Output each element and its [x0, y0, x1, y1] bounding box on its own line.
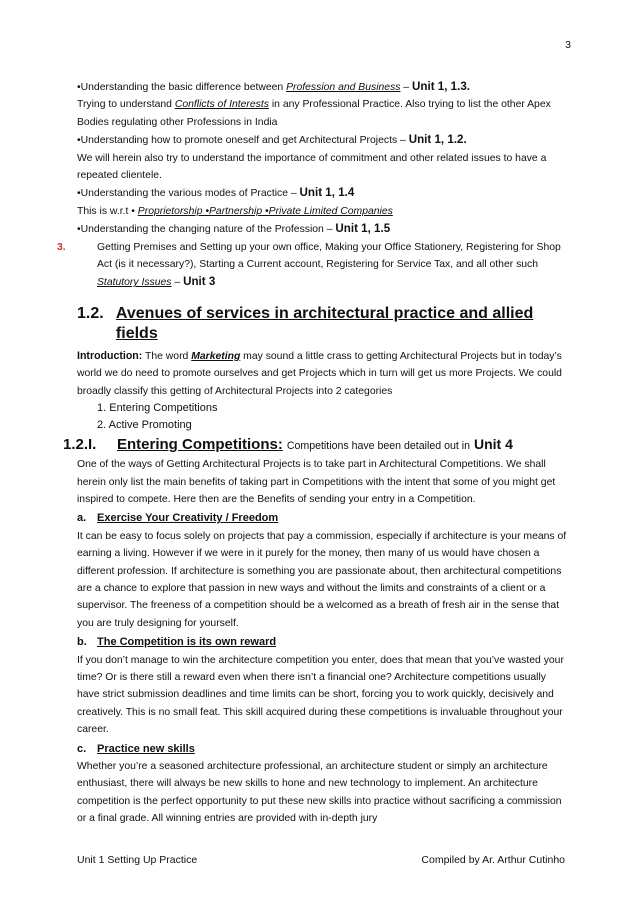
intro-paragraph: Introduction: The word Marketing may sound a little crass to getting Architectural Projects but in today’s world we do need to promote ourselves and get Projects which in turn will get us more Projects. We could broadly classify this getting of Architectural Projects into 2 categories: [77, 349, 562, 397]
objective-line: •Understanding the basic difference between Profession and Business – Unit 1, 1.3.: [77, 80, 471, 93]
subheading-b: b. The Competition is its own reward: [77, 636, 277, 649]
objective-note: We will herein also try to understand the importance of commitment and other related issues to have a repeated clientele.: [77, 152, 547, 182]
subheading-a: a. Exercise Your Creativity / Freedom: [77, 512, 279, 525]
objective-line: •Understanding the various modes of Practice – Unit 1, 1.4: [77, 186, 355, 200]
objective-note: Trying to understand Conflicts of Interests in any Professional Practice. Also trying to list the other Apex Bodies regulating other Professions in India: [77, 99, 551, 128]
paragraph-b: If you don’t manage to win the architecture competition you enter, does that mean that you’ve wasted your time? Or is there still a reward even when there isn’t a financial one? Architecture competitions usually have strict submission deadlines and time limits can be short, forcing you to work quickly, decisively and creatively. This is no small feat. This skill acquired during these competitions is invaluable throughout your career.: [77, 654, 564, 736]
subheading-c: c. Practice new skills: [77, 742, 195, 755]
page-number: 3: [565, 39, 571, 51]
paragraph-a: It can be easy to focus solely on projects that pay a commission, especially if architecture is your means of earning a living. However if we were in it purely for the money, then many of us would have chosen a different profession. If architecture is something you are passionate about, then architectural competitions are a chance to explore that passion in new ways and without the limits and constraints of a client or a supervisor. The freeness of a competition should be a welcomed as a breath of fresh air in the sense that you are truly designing for yourself.: [77, 530, 567, 629]
paragraph-c: Whether you’re a seasoned architecture professional, an architecture student or simply an architecture enthusiast, there will always be new skills to hone and new technology to implement. An architecture competition is the perfect opportunity to put these new skills into practice without sacrificing a commission or a final grade. All winning entries are provided with in-depth jury: [77, 761, 562, 825]
document-body: [57, 78, 567, 828]
section-heading-1-2-1: 1.2.I. Entering Competitions: Competitions have been detailed out in Unit 4: [63, 436, 513, 454]
section-heading-1-2: 1.2. Avenues of services in architectural practice and allied fields: [77, 304, 534, 342]
page-footer: [77, 852, 565, 869]
category-list: [77, 400, 567, 433]
objective-note: This is w.r.t • Proprietorship •Partnership •Private Limited Companies: [77, 205, 393, 217]
objective-line: •Understanding the changing nature of the Profession – Unit 1, 1.5: [77, 222, 391, 236]
list-item: 2. Active Promoting: [97, 418, 192, 431]
numbered-item-3: 3. Getting Premises and Setting up your own office, Making your Office Stationery, Registering for Shop Act (is it necessary?), Starting a Current account, Registering for Service Tax, and all other such Statutory Issues – Unit 3: [57, 241, 561, 289]
footer-right: Compiled by Ar. Arthur Cutinho: [421, 854, 565, 866]
list-item: 1. Entering Competitions: [97, 402, 218, 415]
competitions-paragraph: One of the ways of Getting Architectural Projects is to take part in Architectural Competitions. We shall herein only list the main benefits of taking part in Competitions with the intent that some of you might get inspired to compete. Here then are the Benefits of sending your entry in a Competition.: [77, 459, 556, 505]
footer-left: Unit 1 Setting Up Practice: [77, 854, 198, 866]
objective-line: •Understanding how to promote oneself and get Architectural Projects – Unit 1, 1.2.: [77, 133, 467, 147]
